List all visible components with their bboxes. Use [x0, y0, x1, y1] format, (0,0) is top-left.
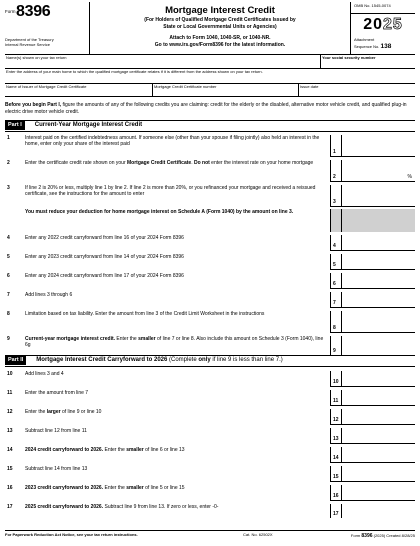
- line-16-text-d: of line 5 or line 15: [143, 484, 185, 491]
- line-number: 9: [7, 335, 10, 342]
- tax-year-suffix: 25: [383, 16, 403, 33]
- line-13-amount[interactable]: [342, 428, 415, 444]
- line-text: [25, 504, 330, 518]
- paperwork-notice: For Paperwork Reduction Act Notice, see your tax return instructions.: [5, 532, 138, 537]
- address-row: [5, 69, 415, 84]
- part-2-note-a: (Complete: [167, 356, 199, 363]
- subtitle-line-1: (For Holders of Qualified Mortgage Credit Certificates Issued by: [144, 17, 296, 24]
- line-9-text-d: of line 7 or line 8. Also include this amount on Schedule 3 (Form 1040), line 6g: [25, 335, 324, 348]
- line-2: [5, 157, 415, 182]
- department-name: Department of the Treasury: [5, 37, 54, 42]
- box-number: 2: [330, 160, 342, 182]
- address-label: Enter the address of your main home to which the qualified mortgage certificate relates if it is different from the address shown on your tax return.: [6, 69, 263, 74]
- line-number: 15: [7, 465, 13, 472]
- line-3: [5, 182, 415, 207]
- form-number: 8396: [16, 3, 51, 20]
- issuer-field[interactable]: [5, 84, 153, 96]
- attachment-label: Attachment: [354, 37, 375, 42]
- line-15: [5, 463, 415, 482]
- omb-number: OMB No. 1545-0074: [351, 2, 415, 14]
- line-16-amount[interactable]: [342, 485, 415, 501]
- line-1-amount[interactable]: [342, 135, 415, 157]
- line-number: [5, 209, 25, 232]
- line-number: 4: [7, 234, 10, 241]
- line-number: 10: [7, 370, 13, 377]
- note-text: You must reduce your deduction for home mortgage interest on Schedule A (Form 1040) by the amount on line 3.: [25, 208, 294, 215]
- part-2-title: [36, 357, 282, 364]
- line-12-text-a: Enter the: [25, 408, 47, 415]
- line-8-amount[interactable]: [342, 311, 415, 333]
- name-field[interactable]: [5, 55, 321, 68]
- footer-form-word: Form: [350, 533, 361, 538]
- line-5: [5, 251, 415, 270]
- box-number: 15: [330, 466, 342, 482]
- line-number: 3: [7, 184, 10, 191]
- issue-date-field[interactable]: [299, 84, 415, 96]
- line-11-amount[interactable]: [342, 390, 415, 406]
- tax-year-prefix: 20: [363, 16, 383, 33]
- box-number: 3: [330, 185, 342, 207]
- line-14-amount[interactable]: [342, 447, 415, 463]
- part-2-note-c: if line 9 is less than line 7.): [210, 356, 283, 363]
- line-number: 7: [7, 291, 10, 298]
- before-you-begin: [5, 102, 415, 116]
- name-label: Name(s) shown on your tax return: [6, 55, 67, 60]
- part-2-header: [5, 355, 415, 367]
- line-number: 16: [7, 484, 13, 491]
- line-9-text-a: Current-year mortgage interest credit.: [25, 335, 116, 342]
- line-9-text-b: Enter the: [115, 335, 139, 342]
- line-text: [25, 409, 330, 425]
- line-14-text-a: 2024 credit carryforward to 2026.: [25, 446, 104, 453]
- line-number: 11: [7, 389, 13, 396]
- part-2-tag: Part II: [5, 356, 26, 365]
- line-text: Enter any 2023 credit carryforward from line 14 of your 2024 Form 8396: [25, 253, 184, 260]
- line-7: [5, 289, 415, 308]
- box-number: 7: [330, 292, 342, 308]
- line-17-text-b: Subtract line 9 from line 13. If zero or less, enter -0-: [103, 503, 219, 510]
- line-16-text-a: 2023 credit carryforward to 2026.: [25, 484, 104, 491]
- line-text: Limitation based on tax liability. Enter the amount from line 3 of the Credit Limit Worksheet in the instructions: [25, 310, 265, 317]
- line-7-amount[interactable]: [342, 292, 415, 308]
- line-text: Enter the amount from line 7: [25, 389, 89, 396]
- box-number: 9: [330, 336, 342, 355]
- line-9: [5, 333, 415, 355]
- line-text: If line 2 is 20% or less, multiply line 1 by line 2. If line 2 is more than 20%, or you refinanced your mortgage and received a reissued certificate, see the instructions for the amount to enter: [25, 184, 316, 197]
- line-number: 2: [7, 159, 10, 166]
- irs-name: Internal Revenue Service: [5, 42, 50, 47]
- box-number: 17: [330, 504, 342, 518]
- line-11: [5, 387, 415, 406]
- line-text: Enter any 2022 credit carryforward from line 16 of your 2024 Form 8396: [25, 234, 184, 241]
- tax-year: [351, 15, 415, 34]
- line-16-text-b: Enter the: [103, 484, 127, 491]
- line-number: 8: [7, 310, 10, 317]
- line-10-amount[interactable]: [342, 371, 415, 387]
- box-number: 10: [330, 371, 342, 387]
- line-text: Subtract line 12 from line 11: [25, 427, 87, 434]
- line-9-amount[interactable]: [342, 336, 415, 355]
- line-17: [5, 501, 415, 518]
- shaded-box: [330, 209, 342, 232]
- line-6: [5, 270, 415, 289]
- line-number: 1: [7, 134, 10, 141]
- certificate-row: [5, 84, 415, 97]
- line-text: Subtract line 14 from line 13: [25, 465, 88, 472]
- line-17-amount[interactable]: [342, 504, 415, 518]
- part-1-title: Current-Year Mortgage Interest Credit: [34, 121, 143, 128]
- percent-unit: %: [407, 174, 412, 180]
- ssn-label: Your social security number: [322, 55, 376, 60]
- title-block: [90, 2, 350, 54]
- box-number: 5: [330, 254, 342, 270]
- line-number: 12: [7, 408, 13, 415]
- line-number: 17: [7, 503, 13, 510]
- line-5-amount[interactable]: [342, 254, 415, 270]
- attach-line: Attach to Form 1040, 1040-SR, or 1040-NR.: [169, 35, 271, 42]
- form-subtitle: [90, 17, 350, 30]
- box-number: 1: [330, 135, 342, 157]
- before-bold: Before you begin Part I,: [5, 102, 62, 108]
- line-2-text-d: Do not: [193, 159, 210, 166]
- issuer-label: Name of Issuer of Mortgage Credit Certificate: [6, 84, 87, 89]
- line-2-text-a: Enter the certificate credit rate shown on your: [25, 159, 127, 166]
- part-2-note-b: only: [198, 356, 211, 363]
- ssn-field[interactable]: [321, 55, 415, 68]
- part-1-tag: Part I: [5, 121, 25, 130]
- line-12: [5, 406, 415, 425]
- line-14-text-c: smaller: [126, 446, 144, 453]
- form-footer-id: [343, 533, 415, 539]
- sequence-number: 138: [380, 42, 392, 50]
- line-text: Add lines 3 through 6: [25, 291, 73, 298]
- issue-date-label: Issue date: [300, 84, 319, 89]
- line-10: [5, 367, 415, 387]
- catalog-number: Cat. No. 62502X: [243, 532, 273, 537]
- cert-number-field[interactable]: [153, 84, 299, 96]
- line-16-text-c: smaller: [126, 484, 144, 491]
- line-9-text-c: smaller: [138, 335, 156, 342]
- line-12-text-c: of line 9 or line 10: [60, 408, 102, 415]
- box-number: 8: [330, 311, 342, 333]
- box-number: 13: [330, 428, 342, 444]
- form-id-block: [5, 2, 90, 54]
- footer-form-number: 8396: [361, 533, 373, 539]
- part-1-header: [5, 120, 415, 132]
- line-text: [25, 160, 330, 182]
- form-header: [5, 2, 415, 55]
- line-3-amount[interactable]: [342, 185, 415, 207]
- line-2-rate[interactable]: [342, 160, 415, 182]
- line-4-amount[interactable]: [342, 235, 415, 251]
- form-page: [5, 2, 415, 542]
- before-text: figure the amounts of any of the following credits you are claiming: credit for the elderly or the disabled, alternative motor vehicle credit, and qualified plug-in electric drive motor vehicle credit.: [5, 102, 407, 115]
- line-text: Interest paid on the certified indebtedness amount. If someone else (other than your spouse if filing jointly) also held an interest in the home, enter only your share of the interest paid: [25, 134, 320, 147]
- line-6-amount[interactable]: [342, 273, 415, 289]
- website-line: Go to www.irs.gov/Form8396 for the latest information.: [154, 42, 286, 49]
- footer-form-tail: (2025) Created 8/28/25: [372, 533, 415, 538]
- box-number: 11: [330, 390, 342, 406]
- line-2-text-b: Mortgage Credit Certificate: [127, 159, 192, 166]
- line-text: [25, 447, 330, 463]
- attachment-sequence: [354, 38, 391, 51]
- line-number: 5: [7, 253, 10, 260]
- line-number: 6: [7, 272, 10, 279]
- line-12-amount[interactable]: [342, 409, 415, 425]
- line-17-text-a: 2025 credit carryforward to 2026.: [25, 503, 104, 510]
- year-block: [350, 2, 415, 54]
- line-8: [5, 308, 415, 333]
- line-text: [25, 336, 330, 355]
- cert-number-label: Mortgage Credit Certificate number: [154, 84, 217, 89]
- box-number: 4: [330, 235, 342, 251]
- box-number: 6: [330, 273, 342, 289]
- form-title: Mortgage Interest Credit: [165, 5, 275, 16]
- schedule-a-note: [5, 207, 415, 232]
- agency-block: [5, 37, 54, 47]
- line-number: 13: [7, 427, 13, 434]
- line-14-text-b: Enter the: [103, 446, 127, 453]
- line-text: Add lines 3 and 4: [25, 370, 64, 377]
- line-text: Enter any 2024 credit carryforward from line 17 of your 2024 Form 8396: [25, 272, 184, 279]
- box-number: 12: [330, 409, 342, 425]
- box-number: 14: [330, 447, 342, 463]
- box-number: 16: [330, 485, 342, 501]
- name-ssn-row: [5, 55, 415, 69]
- line-1: [5, 132, 415, 157]
- line-16: [5, 482, 415, 501]
- line-12-text-b: larger: [46, 408, 61, 415]
- form-label: Form: [5, 9, 16, 14]
- address-field[interactable]: [5, 69, 415, 83]
- line-14-text-d: of line 6 or line 13: [143, 446, 185, 453]
- line-number: 14: [7, 446, 13, 453]
- form-footer: [5, 530, 415, 539]
- line-2-text-e: enter the interest rate on your home mortgage: [209, 159, 314, 166]
- shaded-amount: [342, 209, 415, 232]
- line-2-text-c: .: [191, 159, 194, 166]
- line-13: [5, 425, 415, 444]
- sequence-label: Sequence No.: [354, 43, 380, 49]
- line-4: [5, 232, 415, 251]
- line-text: [25, 485, 330, 501]
- line-15-amount[interactable]: [342, 466, 415, 482]
- line-14: [5, 444, 415, 463]
- attach-instructions: [90, 35, 350, 49]
- subtitle-line-2: State or Local Governmental Units or Agencies): [163, 23, 277, 30]
- part-2-title-text: Mortgage Interest Credit Carryforward to 2026: [36, 356, 168, 363]
